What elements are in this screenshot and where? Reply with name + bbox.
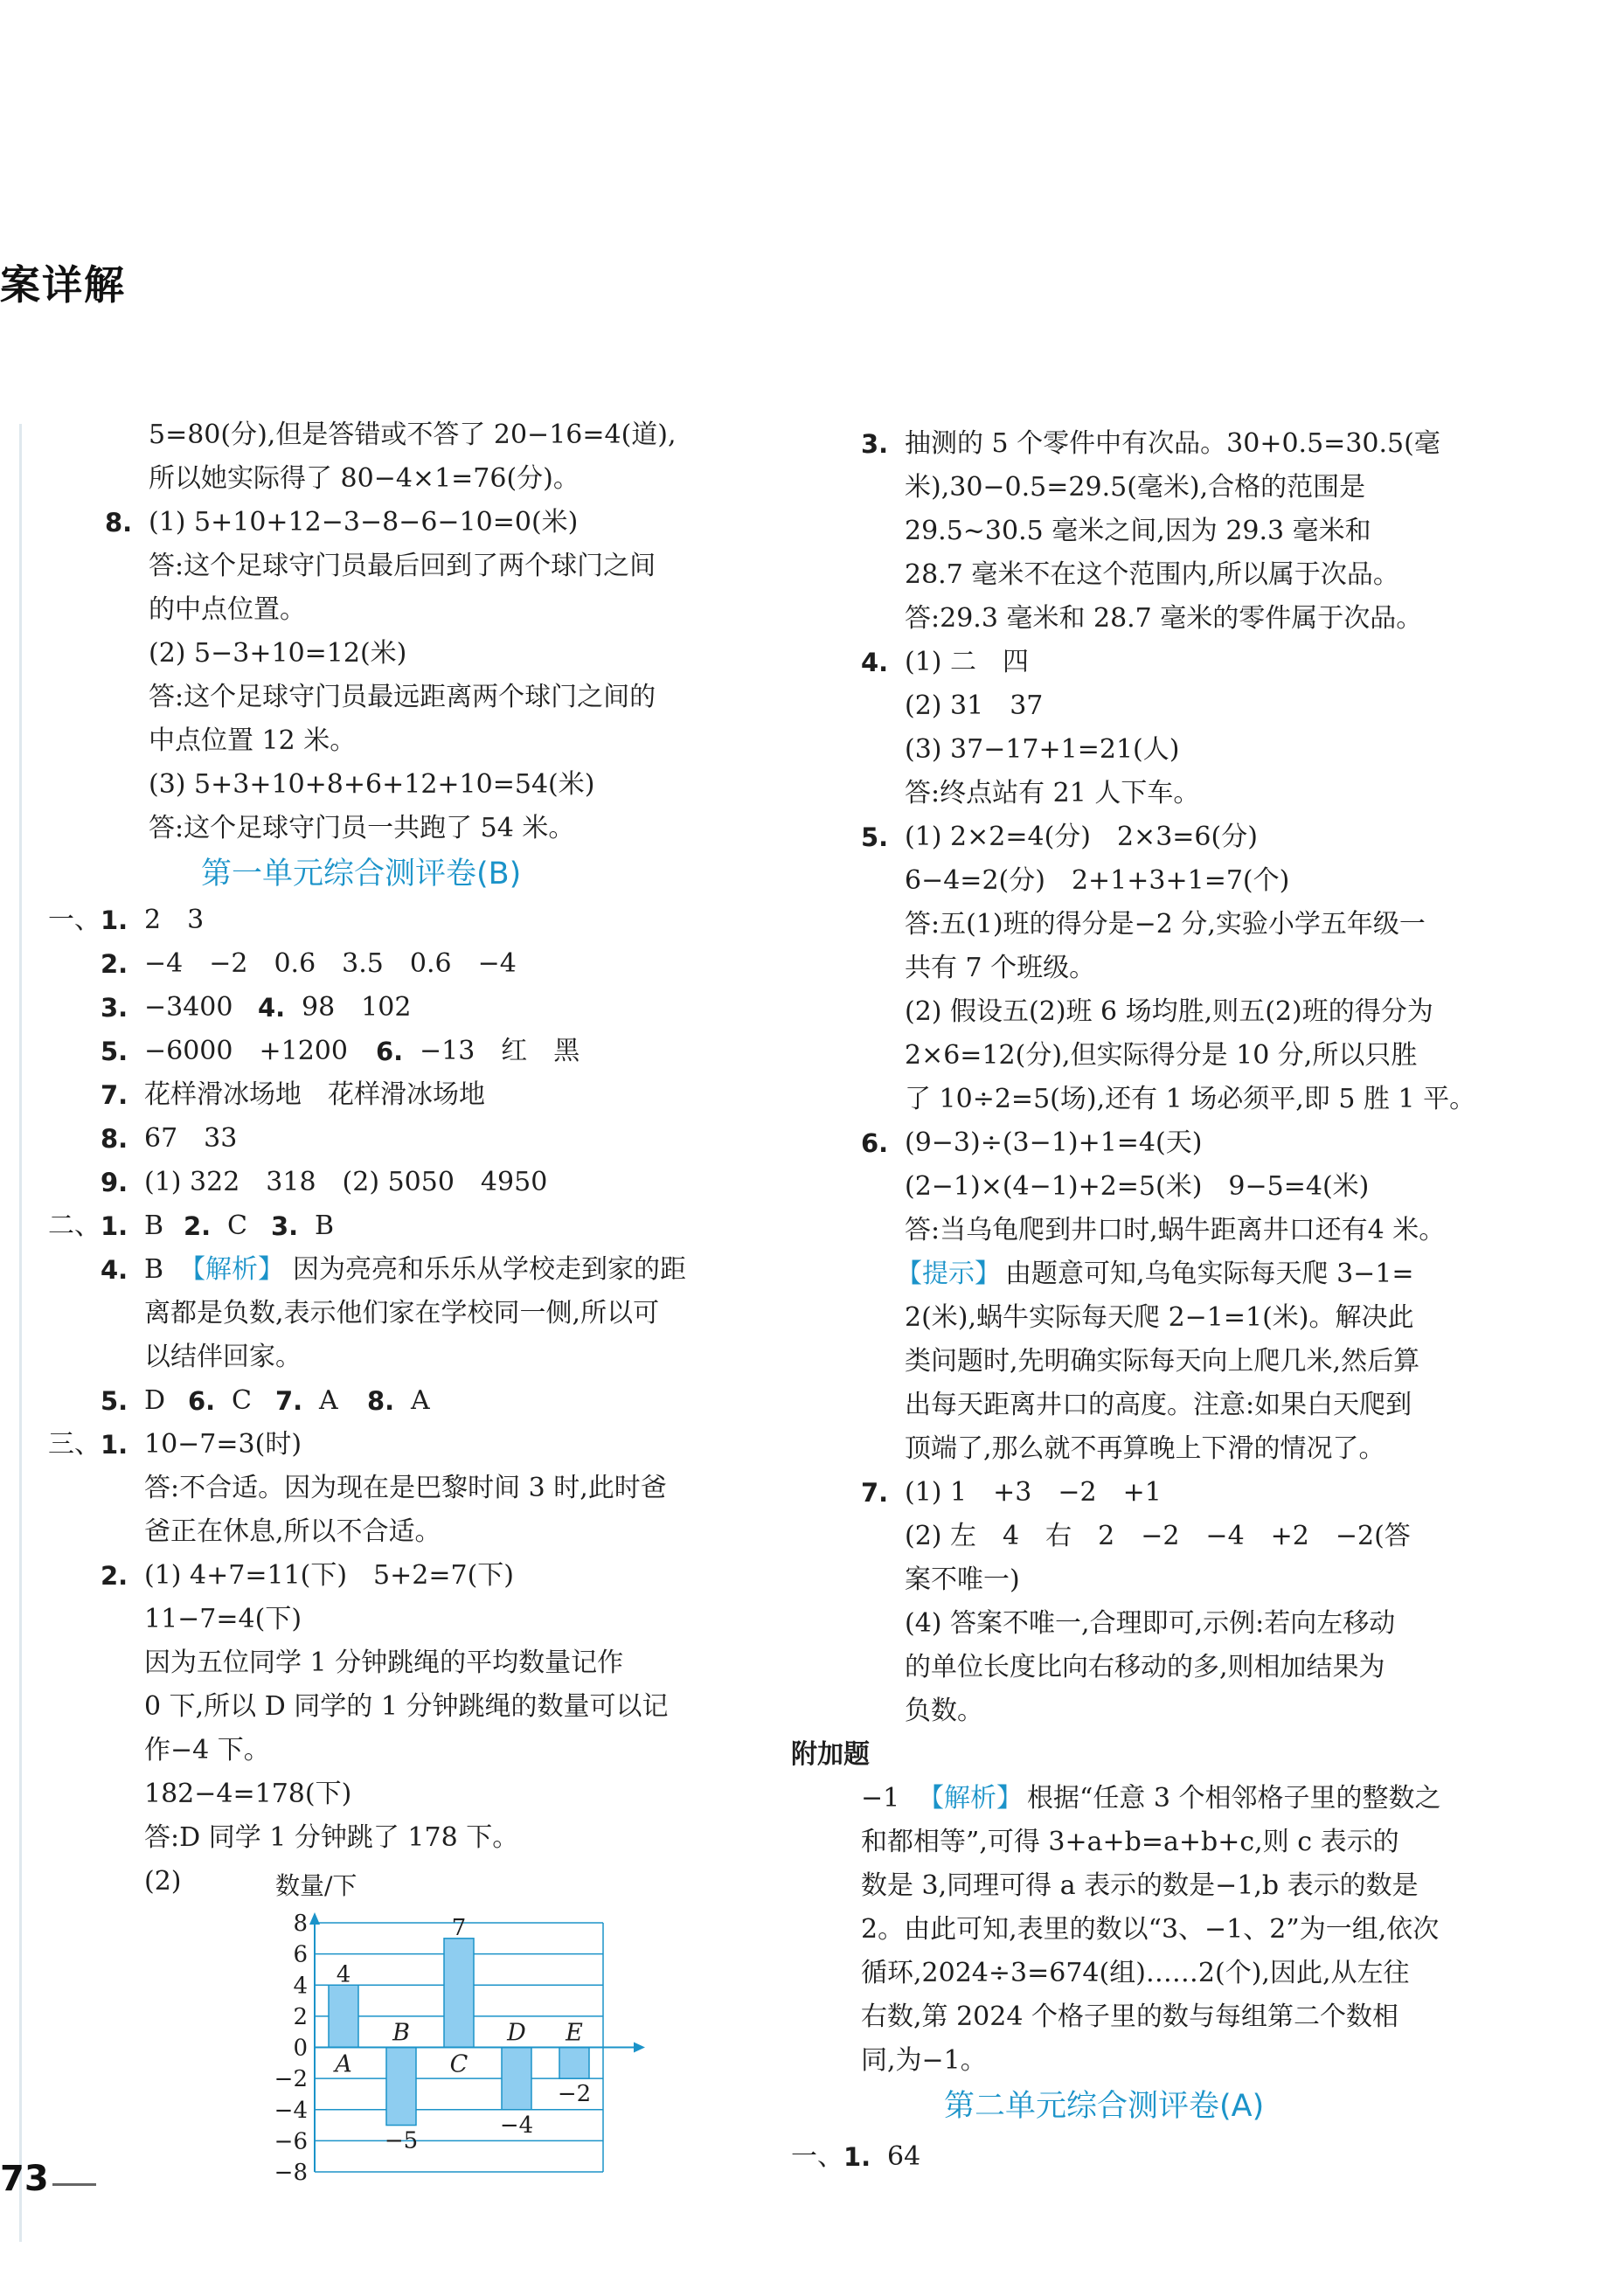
text-line: 答:这个足球守门员最远距离两个球门之间的 bbox=[149, 682, 656, 712]
question-number: 1. bbox=[101, 905, 128, 935]
text-line: 同,为−1。 bbox=[861, 2045, 987, 2076]
text-line: 10−7=3(时) bbox=[144, 1429, 302, 1460]
chart-category-label: D bbox=[507, 2019, 526, 2047]
question-number: 5. bbox=[101, 1386, 128, 1416]
question-number: 9. bbox=[101, 1168, 128, 1197]
text-line: 由题意可知,乌龟实际每天爬 3−1= bbox=[1005, 1259, 1414, 1289]
answer-text: −1 bbox=[861, 1783, 900, 1814]
question-number: 1. bbox=[843, 2142, 871, 2172]
text-line: 中点位置 12 米。 bbox=[149, 725, 357, 756]
text-line: (1) 5+10+12−3−8−6−10=0(米) bbox=[149, 507, 579, 538]
page-number-rule bbox=[52, 2183, 96, 2186]
text-line: 2(米),蜗牛实际每天爬 2−1=1(米)。解决此 bbox=[905, 1302, 1414, 1333]
part-roman: 二、 bbox=[48, 1210, 101, 1241]
question-number: 7. bbox=[101, 1080, 128, 1110]
text-line: 类问题时,先明确实际每天向上爬几米,然后算 bbox=[905, 1346, 1420, 1377]
chart-category-label: E bbox=[566, 2019, 583, 2047]
question-number: 6. bbox=[861, 1128, 889, 1158]
text-line: 答:29.3 毫米和 28.7 毫米的零件属于次品。 bbox=[905, 603, 1423, 634]
section-title-unit2-a: 第二单元综合测评卷(A) bbox=[944, 2089, 1265, 2124]
question-number: 4. bbox=[861, 648, 889, 677]
chart-bars bbox=[329, 1939, 592, 2126]
text-line: 因为亮亮和乐乐从学校走到家的距 bbox=[293, 1254, 686, 1285]
chart-bar bbox=[559, 2048, 589, 2079]
text-line: (2) 31 37 bbox=[905, 690, 1044, 721]
text-line: 爸正在休息,所以不合适。 bbox=[144, 1516, 441, 1547]
text-line: 2×6=12(分),但实际得分是 10 分,所以只胜 bbox=[905, 1040, 1418, 1071]
jump-rope-bar-chart bbox=[253, 1866, 664, 2189]
text-line: 数是 3,同理可得 a 表示的数是−1,b 表示的数是 bbox=[861, 1870, 1419, 1901]
part-roman: 三、 bbox=[48, 1429, 101, 1460]
question-number: 1. bbox=[101, 1430, 128, 1460]
text-line: (3) 5+3+10+8+6+12+10=54(米) bbox=[149, 769, 595, 800]
text-line: 182−4=178(下) bbox=[144, 1779, 352, 1809]
extra-question-title: 附加题 bbox=[791, 1739, 870, 1770]
question-number: 7. bbox=[275, 1386, 303, 1416]
text-line: 和都相等”,可得 3+a+b=a+b+c,则 c 表示的 bbox=[861, 1827, 1399, 1857]
section-title-unit1-b: 第一单元综合测评卷(B) bbox=[201, 857, 522, 891]
text-line: (1) 二 四 bbox=[905, 647, 1030, 677]
text-line: (1) 2×2=4(分) 2×3=6(分) bbox=[905, 822, 1258, 852]
question-number: 6. bbox=[376, 1037, 404, 1066]
answer-text: D bbox=[144, 1385, 166, 1416]
text-line: 答:当乌龟爬到井口时,蜗牛距离井口还有4 米。 bbox=[905, 1215, 1446, 1245]
answer-text: B bbox=[315, 1210, 335, 1241]
answer-text: B bbox=[144, 1254, 164, 1285]
question-number: 7. bbox=[861, 1478, 889, 1508]
text-line: 11−7=4(下) bbox=[144, 1604, 302, 1634]
text-line: 的单位长度比向右移动的多,则相加结果为 bbox=[905, 1652, 1385, 1682]
question-number: 8. bbox=[101, 1124, 128, 1154]
answer-text: C bbox=[227, 1210, 247, 1241]
text-line: 答:这个足球守门员一共跑了 54 米。 bbox=[149, 813, 575, 843]
answer-text: −4 −2 0.6 3.5 0.6 −4 bbox=[144, 948, 517, 979]
question-number: 4. bbox=[101, 1255, 128, 1285]
text-line: 的中点位置。 bbox=[149, 594, 306, 625]
text-line: 循环,2024÷3=674(组)……2(个),因此,从左往 bbox=[861, 1958, 1410, 1988]
text-line: 5=80(分),但是答错或不答了 20−16=4(道), bbox=[149, 420, 677, 450]
text-line: (9−3)÷(3−1)+1=4(天) bbox=[905, 1127, 1203, 1158]
page-number: 73 bbox=[0, 2159, 49, 2199]
part-roman: 一、 bbox=[791, 2141, 843, 2172]
text-line: 28.7 毫米不在这个范围内,所以属于次品。 bbox=[905, 559, 1399, 590]
text-line: 答:不合适。因为现在是巴黎时间 3 时,此时爸 bbox=[144, 1473, 667, 1503]
chart-y-tick-label: −8 bbox=[274, 2160, 308, 2186]
part-roman: 一、 bbox=[48, 905, 101, 935]
text-line: (2) 5−3+10=12(米) bbox=[149, 638, 407, 669]
text-line: 案不唯一) bbox=[905, 1564, 1020, 1595]
question-number: 6. bbox=[188, 1386, 216, 1416]
text-line: 0 下,所以 D 同学的 1 分钟跳绳的数量可以记 bbox=[144, 1691, 669, 1722]
text-line: 共有 7 个班级。 bbox=[905, 953, 1096, 983]
text-line: 离都是负数,表示他们家在学校同一侧,所以可 bbox=[144, 1298, 660, 1328]
question-number: 8. bbox=[367, 1386, 395, 1416]
answer-text: 98 102 bbox=[302, 992, 412, 1023]
question-number: 2. bbox=[184, 1211, 212, 1241]
chart-category-label: A bbox=[335, 2050, 352, 2078]
text-line: 米),30−0.5=29.5(毫米),合格的范围是 bbox=[905, 472, 1366, 503]
text-line: (2) 假设五(2)班 6 场均胜,则五(2)班的得分为 bbox=[905, 996, 1433, 1027]
answer-text: A bbox=[411, 1385, 430, 1416]
text-line: 所以她实际得了 80−4×1=76(分)。 bbox=[149, 463, 580, 494]
text-line: 答:这个足球守门员最后回到了两个球门之间 bbox=[149, 551, 656, 581]
question-number: 5. bbox=[101, 1037, 128, 1066]
analysis-tag: 【解析】 bbox=[179, 1254, 284, 1285]
tip-tag: 【提示】 bbox=[896, 1259, 1001, 1289]
chart-bar bbox=[502, 2048, 531, 2110]
text-line: (2) 左 4 右 2 −2 −4 +2 −2(答 bbox=[905, 1521, 1411, 1551]
chart-y-tick-label: 2 bbox=[293, 2003, 308, 2030]
question-number: 2. bbox=[101, 949, 128, 979]
text-line: (1) 4+7=11(下) 5+2=7(下) bbox=[144, 1560, 515, 1591]
chart-y-axis-label: 数量/下 bbox=[275, 1871, 357, 1900]
chart-bar bbox=[444, 1939, 474, 2048]
text-line: (3) 37−17+1=21(人) bbox=[905, 734, 1180, 765]
question-number: 3. bbox=[271, 1211, 299, 1241]
chart-value-label: 7 bbox=[451, 1914, 467, 1941]
chart-y-tick-label: 6 bbox=[293, 1941, 308, 1968]
answer-text: −6000 +1200 bbox=[144, 1036, 348, 1066]
text-line: 根据“任意 3 个相邻格子里的整数之 bbox=[1027, 1783, 1441, 1814]
text-line: 答:D 同学 1 分钟跳了 178 下。 bbox=[144, 1822, 519, 1853]
text-line: 作−4 下。 bbox=[144, 1735, 270, 1765]
text-line: 答:终点站有 21 人下车。 bbox=[905, 778, 1200, 808]
question-number: 2. bbox=[101, 1561, 128, 1591]
text-line: 因为五位同学 1 分钟跳绳的平均数量记作 bbox=[144, 1647, 624, 1678]
chart-value-label: 4 bbox=[336, 1961, 351, 1988]
column-divider bbox=[19, 424, 22, 2242]
text-line: 抽测的 5 个零件中有次品。30+0.5=30.5(毫 bbox=[905, 428, 1440, 459]
chart-y-tick-label: 8 bbox=[293, 1911, 308, 1937]
text-line: 29.5~30.5 毫米之间,因为 29.3 毫米和 bbox=[905, 516, 1371, 546]
question-number: 8. bbox=[105, 508, 133, 538]
chart-y-tick-label: −2 bbox=[274, 2066, 308, 2093]
chart-y-axis-arrow bbox=[309, 1912, 320, 1925]
answer-text: 花样滑冰场地 花样滑冰场地 bbox=[144, 1079, 485, 1110]
text-line: 右数,第 2024 个格子里的数与每组第二个数相 bbox=[861, 2001, 1398, 2032]
text-line: (2) bbox=[144, 1866, 182, 1897]
text-line: 负数。 bbox=[905, 1696, 983, 1726]
chart-category-label: C bbox=[449, 2050, 468, 2078]
text-line: (2−1)×(4−1)+2=5(米) 9−5=4(米) bbox=[905, 1171, 1370, 1202]
question-number: 1. bbox=[101, 1211, 128, 1241]
chart-y-tick-label: −4 bbox=[274, 2097, 308, 2124]
chart-y-tick-label: 4 bbox=[293, 1973, 308, 2000]
chart-value-label: −5 bbox=[384, 2127, 419, 2154]
chart-axes bbox=[309, 1912, 645, 2172]
chart-x-axis-arrow bbox=[634, 2043, 645, 2053]
text-line: (1) 1 +3 −2 +1 bbox=[905, 1477, 1162, 1508]
answer-text: 2 3 bbox=[144, 905, 205, 935]
answer-text: 64 bbox=[887, 2141, 921, 2172]
chart-bar bbox=[386, 2048, 416, 2126]
answer-text: C bbox=[232, 1385, 252, 1416]
analysis-tag: 【解析】 bbox=[918, 1783, 1023, 1814]
question-number: 3. bbox=[101, 993, 128, 1023]
text-line: 答:五(1)班的得分是−2 分,实验小学五年级一 bbox=[905, 909, 1426, 940]
answer-text: −3400 bbox=[144, 992, 233, 1023]
text-line: 2。由此可知,表里的数以“3、−1、2”为一组,依次 bbox=[861, 1914, 1440, 1945]
question-number: 4. bbox=[258, 993, 286, 1023]
answer-text: (1) 322 318 (2) 5050 4950 bbox=[144, 1167, 548, 1197]
answer-text: −13 红 黑 bbox=[420, 1036, 580, 1066]
chart-bar bbox=[329, 1985, 358, 2047]
text-line: 了 10÷2=5(场),还有 1 场必须平,即 5 胜 1 平。 bbox=[905, 1084, 1476, 1114]
answer-text: A bbox=[319, 1385, 338, 1416]
page-title: 案详解 bbox=[0, 261, 126, 309]
question-number: 3. bbox=[861, 429, 889, 459]
chart-category-label: B bbox=[392, 2019, 410, 2047]
chart-value-label: −4 bbox=[499, 2112, 534, 2139]
answer-text: 67 33 bbox=[144, 1123, 238, 1154]
chart-value-label: −2 bbox=[557, 2081, 592, 2108]
text-line: 顶端了,那么就不再算晚上下滑的情况了。 bbox=[905, 1433, 1385, 1464]
answer-text: B bbox=[144, 1210, 164, 1241]
text-line: (4) 答案不唯一,合理即可,示例:若向左移动 bbox=[905, 1608, 1396, 1639]
text-line: 以结伴回家。 bbox=[144, 1342, 302, 1372]
text-line: 6−4=2(分) 2+1+3+1=7(个) bbox=[905, 865, 1290, 896]
chart-y-tick-label: 0 bbox=[293, 2035, 308, 2062]
text-line: 出每天距离井口的高度。注意:如果白天爬到 bbox=[905, 1390, 1412, 1420]
chart-y-tick-label: −6 bbox=[274, 2128, 308, 2155]
question-number: 5. bbox=[861, 822, 889, 852]
